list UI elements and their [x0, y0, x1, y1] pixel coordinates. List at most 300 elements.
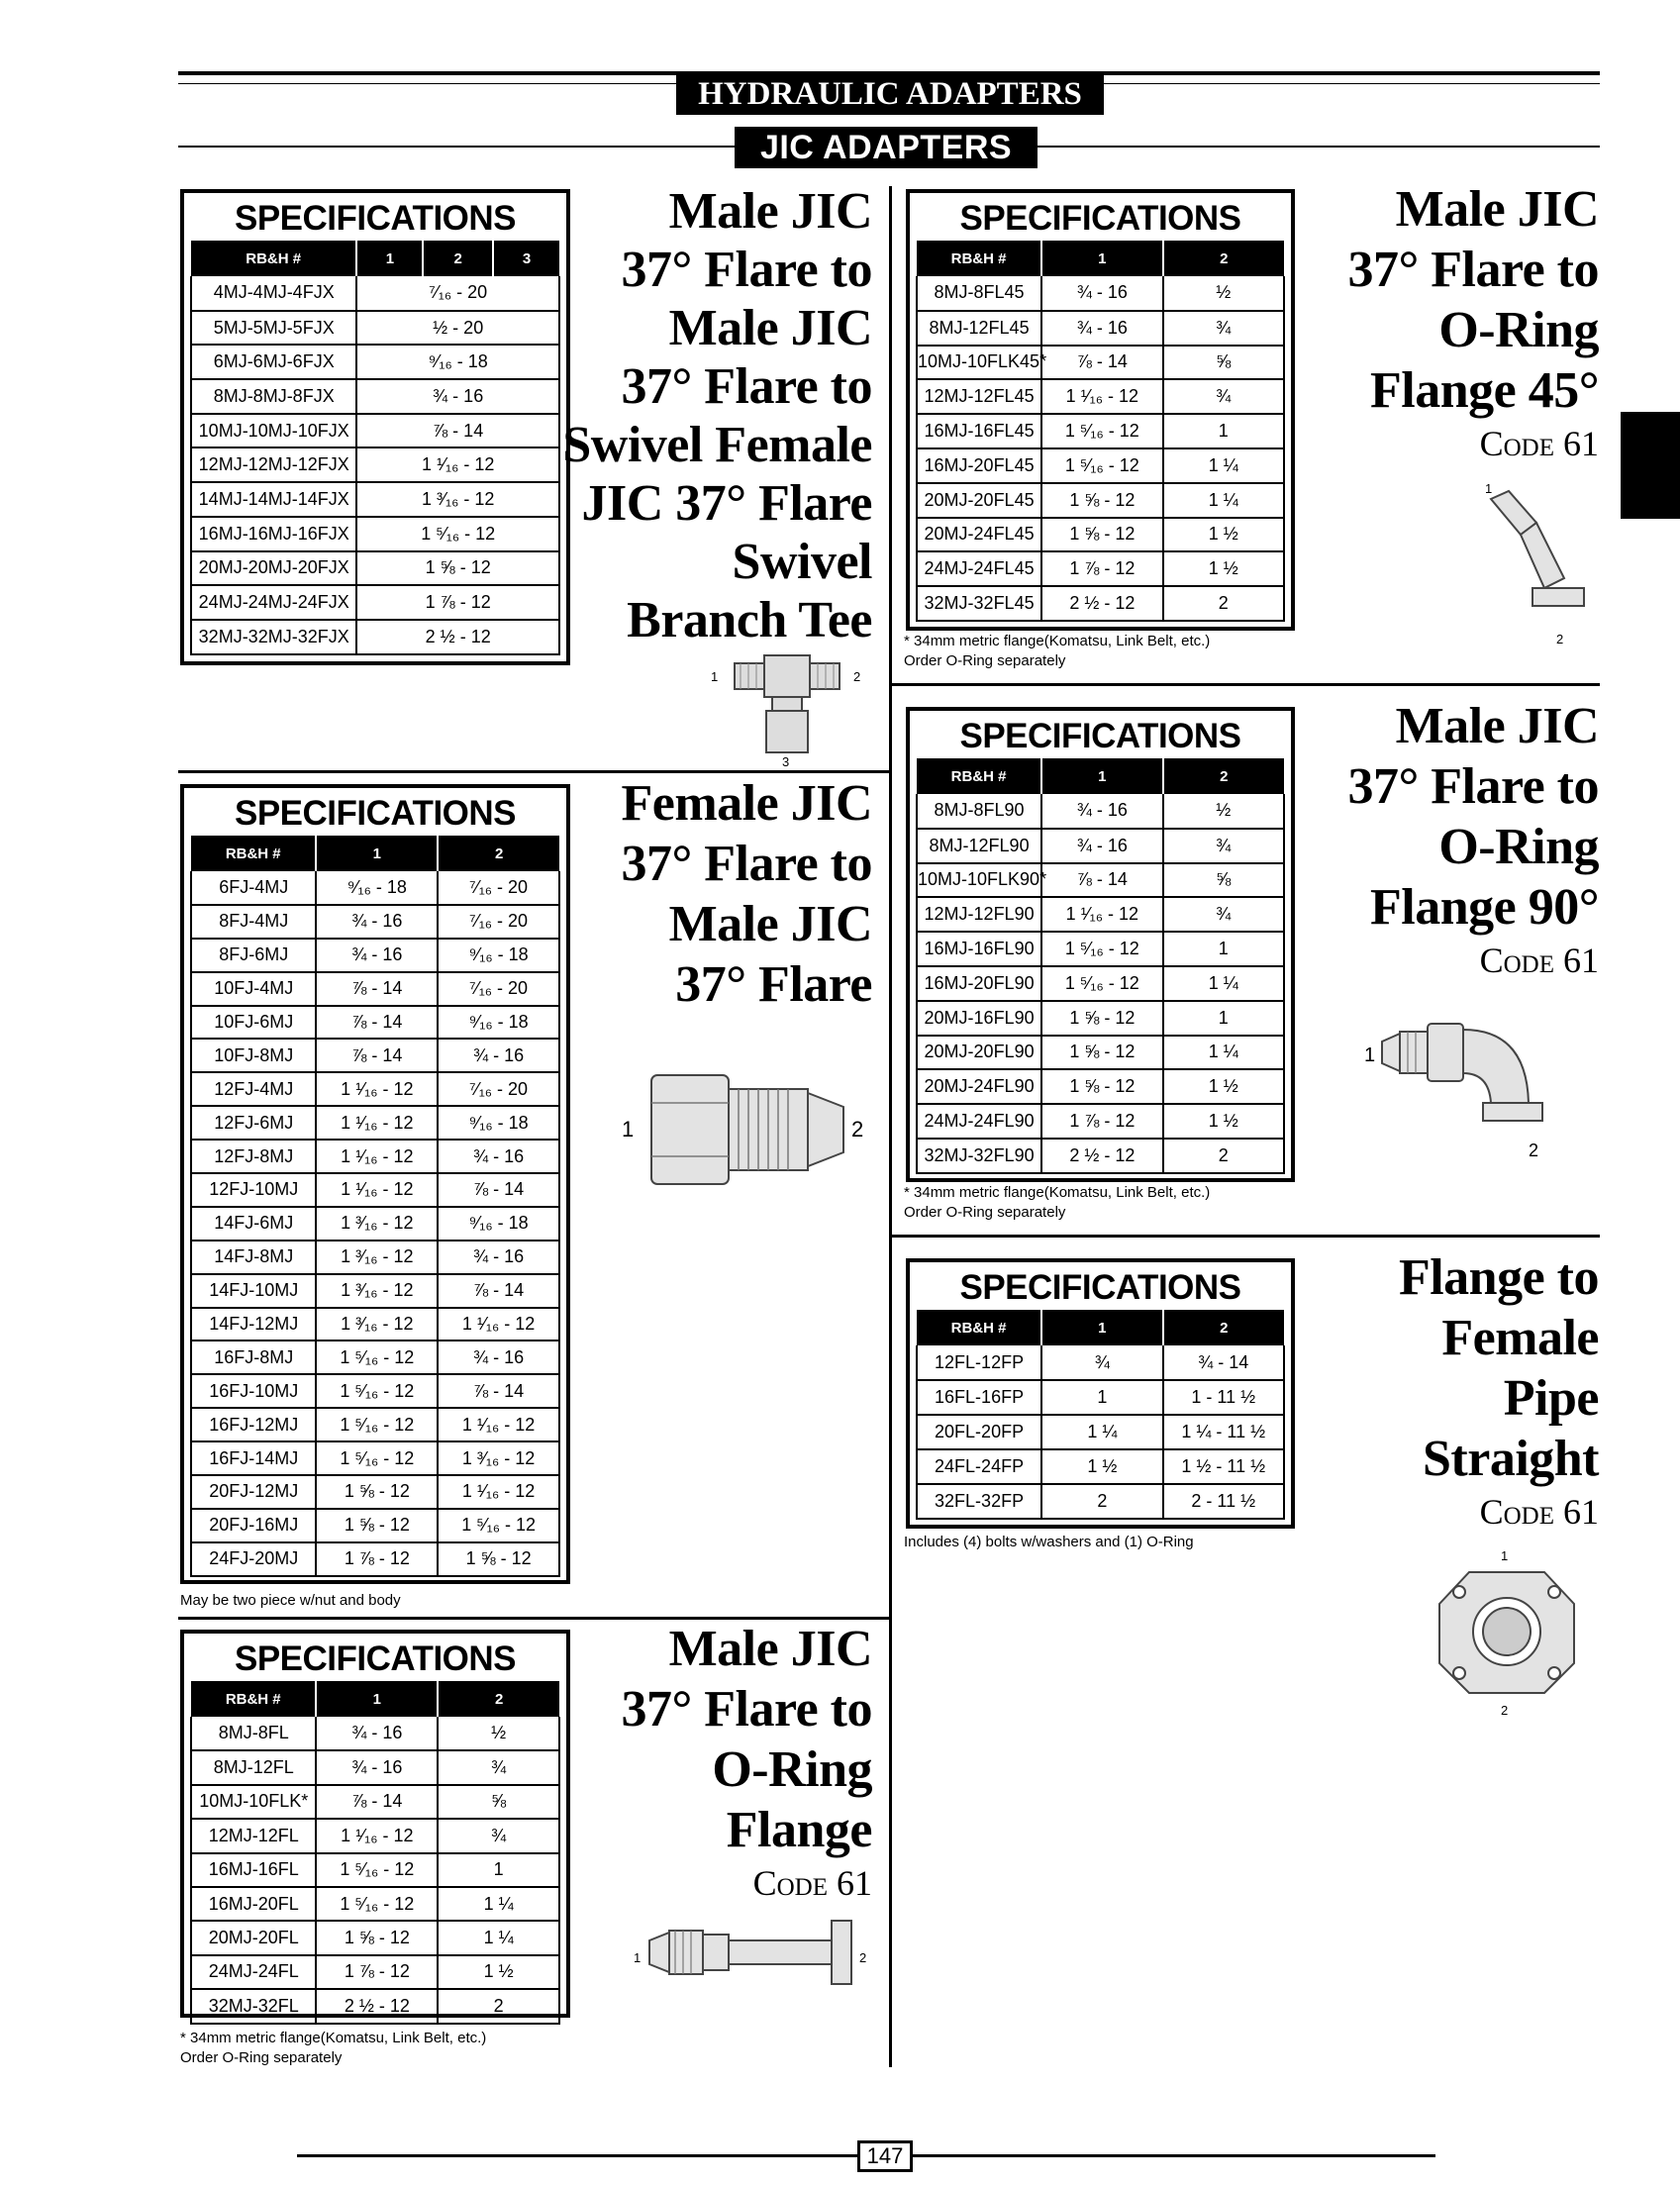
spec-cell: 1 ³⁄₁₆ - 12: [438, 1441, 559, 1475]
spec-cell: ¾ - 16: [438, 1241, 559, 1274]
spec-cell: 2: [438, 1989, 559, 2023]
part-number-cell: 8MJ-12FL: [191, 1750, 316, 1784]
diagram-label: 1: [1501, 1548, 1509, 1563]
diagram-label: 2: [859, 1950, 867, 1965]
spec-cell: ⁹⁄₁₆ - 18: [438, 939, 559, 972]
table-row: [191, 1441, 559, 1475]
spec-cell: 1 - 11 ½: [1163, 1380, 1284, 1415]
part-number-cell: 20MJ-20FL: [191, 1921, 316, 1954]
spec-title: SPECIFICATIONS: [234, 1639, 517, 1678]
spec-cell: 1 ½: [1041, 1449, 1162, 1484]
part-number-cell: 20MJ-24FL45: [917, 518, 1041, 552]
spec-cell: 1 ⅞ - 12: [356, 585, 559, 620]
spec-cell: ¾: [1163, 829, 1284, 863]
table-row: [917, 932, 1284, 966]
spec-cell: 1: [1163, 414, 1284, 448]
title-flange-pipe: [1272, 1249, 1599, 1532]
table-row: [191, 1853, 559, 1887]
col-header: 2: [1163, 1310, 1284, 1345]
spec-cell: ¾ - 16: [438, 1140, 559, 1173]
spec-cell: 1 ¼: [1041, 1415, 1162, 1449]
part-number-cell: 12MJ-12FL45: [917, 379, 1041, 414]
col-header: 2: [1163, 241, 1284, 276]
spec-cell: ⁹⁄₁₆ - 18: [356, 345, 559, 379]
spec-table-branch-tee: [190, 241, 560, 655]
table-row: [191, 517, 559, 551]
spec-cell: ⅞ - 14: [1041, 863, 1162, 898]
table-row: [191, 1106, 559, 1140]
section-tab: [1621, 412, 1680, 519]
table-row: [191, 1717, 559, 1750]
spec-cell: 1 ½: [1163, 551, 1284, 586]
table-row: [191, 1989, 559, 2023]
col-header: 1: [356, 241, 423, 276]
diagram-label: 3: [782, 754, 790, 769]
part-number-cell: 10MJ-10MJ-10FJX: [191, 414, 356, 448]
spec-cell: ⁷⁄₁₆ - 20: [438, 905, 559, 939]
table-row: [191, 939, 559, 972]
part-number-cell: 32FL-32FP: [917, 1484, 1041, 1519]
spec-cell: 2: [1041, 1484, 1162, 1519]
part-number-cell: 12MJ-12FL90: [917, 897, 1041, 932]
spec-cell: 1 ⁵⁄₁₆ - 12: [356, 517, 559, 551]
table-row: [191, 1274, 559, 1308]
title-line: Branch Tee: [627, 592, 872, 648]
title-line: Swivel: [732, 534, 872, 590]
table-row: [191, 1887, 559, 1921]
part-number-cell: 20MJ-20FL45: [917, 483, 1041, 518]
spec-cell: ⅞ - 14: [356, 414, 559, 448]
table-row: [191, 1140, 559, 1173]
title-line: O-Ring: [712, 1741, 872, 1798]
spec-cell: 1 ⁵⁄₁₆ - 12: [316, 1853, 438, 1887]
spec-cell: ¾ - 16: [1041, 276, 1162, 311]
header-title: HYDRAULIC ADAPTERS: [676, 73, 1104, 115]
title-line: JIC 37° Flare: [581, 475, 872, 532]
table-row: [917, 794, 1284, 829]
code-label: Code 61: [1479, 941, 1599, 980]
spec-table-flange90: [916, 758, 1285, 1174]
part-number-cell: 20MJ-20FL90: [917, 1036, 1041, 1070]
table-row: [191, 311, 559, 346]
part-number-cell: 16FL-16FP: [917, 1380, 1041, 1415]
note-line: * 34mm metric flange(Komatsu, Link Belt, etc.): [180, 2030, 487, 2046]
diagram-label: 2: [1529, 1141, 1539, 1160]
spec-cell: ⁷⁄₁₆ - 20: [438, 1072, 559, 1106]
title-line: Flange: [726, 1802, 872, 1858]
spec-cell: 1 ⅞ - 12: [1041, 551, 1162, 586]
spec-cell: 1 ⅝ - 12: [1041, 518, 1162, 552]
table-row: [191, 447, 559, 482]
spec-cell: 1 ¹⁄₁₆ - 12: [438, 1408, 559, 1441]
title-line: 37° Flare to: [1347, 758, 1599, 815]
code-label: Code 61: [1479, 1492, 1599, 1532]
title-flange45: [1272, 181, 1599, 463]
spec-box-flange90: [906, 707, 1295, 1182]
spec-cell: 1 ¹⁄₁₆ - 12: [316, 1173, 438, 1207]
spec-cell: 1 ⅝ - 12: [1041, 1001, 1162, 1036]
title-line: Flange 90°: [1369, 879, 1599, 936]
table-row: [191, 1006, 559, 1040]
table-row: [917, 1139, 1284, 1173]
title-line: Straight: [1423, 1431, 1599, 1487]
spec-cell: 1 ½: [1163, 1069, 1284, 1104]
part-number-cell: 24FJ-20MJ: [191, 1542, 316, 1576]
table-row: [917, 1069, 1284, 1104]
spec-cell: 1 ½ - 11 ½: [1163, 1449, 1284, 1484]
table-row: [191, 1241, 559, 1274]
spec-cell: ½ - 20: [356, 311, 559, 346]
spec-table-flange-pipe: [916, 1310, 1285, 1520]
spec-cell: 1 ¹⁄₁₆ - 12: [316, 1819, 438, 1852]
part-number-cell: 20MJ-16FL90: [917, 1001, 1041, 1036]
part-number-cell: 10FJ-6MJ: [191, 1006, 316, 1040]
part-number-cell: 14FJ-8MJ: [191, 1241, 316, 1274]
part-number-cell: 12FL-12FP: [917, 1345, 1041, 1380]
table-row: [191, 1819, 559, 1852]
title-line: Flange 45°: [1369, 362, 1599, 419]
part-number-cell: 12FJ-4MJ: [191, 1072, 316, 1106]
note-line: * 34mm metric flange(Komatsu, Link Belt, etc.): [904, 1184, 1211, 1201]
female-to-male-diagram: [614, 1059, 871, 1208]
table-row: [191, 905, 559, 939]
table-row: [917, 966, 1284, 1001]
part-number-cell: 24MJ-24FL45: [917, 551, 1041, 586]
diagram-label: 1: [622, 1117, 635, 1142]
part-number-cell: 6FJ-4MJ: [191, 871, 316, 905]
spec-cell: ½: [1163, 276, 1284, 311]
spec-box-branch-tee: [180, 189, 570, 665]
table-row: [917, 1484, 1284, 1519]
spec-cell: ⅞ - 14: [316, 1039, 438, 1072]
title-line: 37° Flare to: [621, 358, 872, 415]
table-row: [191, 1408, 559, 1441]
spec-box-female-to-male: [180, 784, 570, 1584]
table-row: [191, 585, 559, 620]
spec-cell: ½: [1163, 794, 1284, 829]
spec-cell: 1 ⅞ - 12: [316, 1542, 438, 1576]
part-number-cell: 20MJ-24FL90: [917, 1069, 1041, 1104]
part-number-cell: 10FJ-8MJ: [191, 1039, 316, 1072]
table-row: [917, 586, 1284, 621]
part-number-cell: 16FJ-8MJ: [191, 1341, 316, 1374]
part-number-cell: 12MJ-12MJ-12FJX: [191, 447, 356, 482]
spec-cell: ¾ - 16: [438, 1039, 559, 1072]
part-number-cell: 8MJ-8FL: [191, 1717, 316, 1750]
col-header: RB&H #: [191, 836, 316, 871]
spec-table-flange45: [916, 241, 1285, 622]
spec-table-female-to-male: [190, 836, 560, 1577]
oring-flange-diagram: [630, 1901, 877, 2010]
part-number-cell: 6MJ-6MJ-6FJX: [191, 345, 356, 379]
part-number-cell: 32MJ-32MJ-32FJX: [191, 620, 356, 654]
col-header: RB&H #: [191, 241, 356, 276]
table-row: [191, 414, 559, 448]
title-line: 37° Flare to: [621, 242, 872, 298]
spec-cell: 2 ½ - 12: [356, 620, 559, 654]
spec-cell: ¾: [1163, 311, 1284, 346]
spec-cell: 1 ⅝ - 12: [438, 1542, 559, 1576]
part-number-cell: 20FJ-12MJ: [191, 1475, 316, 1509]
spec-cell: 1 ⁵⁄₁₆ - 12: [1041, 966, 1162, 1001]
spec-cell: 1 ¹⁄₁₆ - 12: [356, 447, 559, 482]
note-line: Order O-Ring separately: [180, 2049, 343, 2066]
note-flange45: [904, 632, 1210, 671]
col-header: 2: [1163, 758, 1284, 794]
table-row: [191, 379, 559, 414]
part-number-cell: 16MJ-20FL90: [917, 966, 1041, 1001]
code-label: Code 61: [1479, 424, 1599, 463]
spec-cell: 1 ⁵⁄₁₆ - 12: [316, 1374, 438, 1408]
spec-cell: ⅝: [438, 1785, 559, 1819]
right-divider-1: [891, 683, 1600, 686]
note-line: * 34mm metric flange(Komatsu, Link Belt, etc.): [904, 633, 1211, 649]
part-number-cell: 12FJ-8MJ: [191, 1140, 316, 1173]
col-header: RB&H #: [191, 1681, 316, 1717]
diagram-label: 2: [1501, 1703, 1509, 1718]
part-number-cell: 20MJ-20MJ-20FJX: [191, 551, 356, 586]
spec-cell: 1 ⅝ - 12: [1041, 483, 1162, 518]
title-line: Female: [1441, 1310, 1599, 1366]
center-divider: [889, 186, 892, 2067]
note-flange90: [904, 1183, 1210, 1223]
part-number-cell: 14MJ-14MJ-14FJX: [191, 482, 356, 517]
spec-cell: ⅞ - 14: [316, 1006, 438, 1040]
table-row: [191, 551, 559, 586]
part-number-cell: 14FJ-6MJ: [191, 1207, 316, 1241]
header-subtitle: JIC ADAPTERS: [735, 127, 1038, 168]
table-row: [191, 1475, 559, 1509]
spec-cell: 1 ⅝ - 12: [1041, 1036, 1162, 1070]
spec-cell: ⁹⁄₁₆ - 18: [438, 1207, 559, 1241]
table-row: [917, 1345, 1284, 1380]
note-line: Order O-Ring separately: [904, 1204, 1066, 1221]
table-row: [917, 379, 1284, 414]
col-header: 1: [1041, 1310, 1162, 1345]
spec-cell: ⁹⁄₁₆ - 18: [438, 1006, 559, 1040]
left-divider-2: [178, 1617, 890, 1620]
spec-cell: 1 ⅝ - 12: [316, 1921, 438, 1954]
spec-cell: 1 ¼: [1163, 1036, 1284, 1070]
table-row: [191, 345, 559, 379]
part-number-cell: 12MJ-12FL: [191, 1819, 316, 1852]
table-row: [917, 483, 1284, 518]
title-line: Male JIC: [668, 1621, 872, 1677]
spec-cell: ¾ - 16: [1041, 829, 1162, 863]
table-row: [191, 1374, 559, 1408]
spec-table-oring-flange: [190, 1681, 560, 2025]
spec-title: SPECIFICATIONS: [234, 199, 517, 238]
spec-cell: 1 ⁵⁄₁₆ - 12: [438, 1509, 559, 1542]
table-row: [917, 276, 1284, 311]
part-number-cell: 16MJ-20FL: [191, 1887, 316, 1921]
spec-cell: ⅞ - 14: [438, 1274, 559, 1308]
spec-cell: 1 ³⁄₁₆ - 12: [316, 1308, 438, 1341]
spec-cell: ⁷⁄₁₆ - 20: [356, 276, 559, 311]
spec-cell: 1 ½: [438, 1955, 559, 1989]
part-number-cell: 8MJ-12FL90: [917, 829, 1041, 863]
diagram-label: 2: [853, 669, 861, 684]
part-number-cell: 16MJ-16FL: [191, 1853, 316, 1887]
title-line: Flange to: [1398, 1249, 1599, 1306]
table-row: [191, 871, 559, 905]
part-number-cell: 24MJ-24MJ-24FJX: [191, 585, 356, 620]
part-number-cell: 16MJ-16FL90: [917, 932, 1041, 966]
spec-cell: ⁷⁄₁₆ - 20: [438, 871, 559, 905]
table-row: [191, 1750, 559, 1784]
flange-pipe-diagram: [1426, 1544, 1584, 1723]
diagram-label: 2: [851, 1117, 864, 1142]
part-number-cell: 16FJ-10MJ: [191, 1374, 316, 1408]
spec-cell: 1 ⁵⁄₁₆ - 12: [316, 1408, 438, 1441]
part-number-cell: 5MJ-5MJ-5FJX: [191, 311, 356, 346]
spec-cell: 1 ⅞ - 12: [316, 1955, 438, 1989]
spec-cell: ¾: [438, 1819, 559, 1852]
spec-cell: ⁹⁄₁₆ - 18: [316, 871, 438, 905]
spec-cell: ½: [438, 1717, 559, 1750]
left-divider-1: [178, 770, 890, 773]
spec-title: SPECIFICATIONS: [234, 794, 517, 833]
part-number-cell: 16MJ-16MJ-16FJX: [191, 517, 356, 551]
table-row: [191, 1955, 559, 1989]
part-number-cell: 10MJ-10FLK*: [191, 1785, 316, 1819]
title-female-to-male: [555, 775, 872, 1020]
title-line: Female JIC: [621, 775, 872, 832]
col-header: 1: [316, 1681, 438, 1717]
part-number-cell: 10MJ-10FLK45*: [917, 346, 1041, 380]
spec-cell: 1: [1041, 1380, 1162, 1415]
table-row: [917, 1415, 1284, 1449]
table-row: [191, 276, 559, 311]
spec-cell: 1 ¼ - 11 ½: [1163, 1415, 1284, 1449]
spec-cell: 1 ½: [1163, 1104, 1284, 1139]
table-row: [191, 1173, 559, 1207]
part-number-cell: 10FJ-4MJ: [191, 972, 316, 1006]
spec-title: SPECIFICATIONS: [959, 199, 1241, 238]
part-number-cell: 8MJ-12FL45: [917, 311, 1041, 346]
spec-cell: 1 ¹⁄₁₆ - 12: [438, 1475, 559, 1509]
note-line: Order O-Ring separately: [904, 652, 1066, 669]
table-row: [917, 829, 1284, 863]
part-number-cell: 20FL-20FP: [917, 1415, 1041, 1449]
right-divider-2: [891, 1235, 1600, 1238]
part-number-cell: 16FJ-12MJ: [191, 1408, 316, 1441]
spec-cell: ⅞ - 14: [438, 1374, 559, 1408]
table-row: [917, 414, 1284, 448]
note-flange-pipe: Includes (4) bolts w/washers and (1) O-Ring: [904, 1534, 1194, 1550]
spec-cell: 1: [1163, 932, 1284, 966]
table-row: [191, 1509, 559, 1542]
col-header: RB&H #: [917, 758, 1041, 794]
part-number-cell: 8MJ-8MJ-8FJX: [191, 379, 356, 414]
title-line: 37° Flare to: [1347, 242, 1599, 298]
spec-cell: ⅞ - 14: [438, 1173, 559, 1207]
diagram-label: 2: [1556, 632, 1564, 646]
part-number-cell: 32MJ-32FL45: [917, 586, 1041, 621]
spec-cell: ¾ - 16: [356, 379, 559, 414]
col-header: 2: [438, 1681, 559, 1717]
spec-box-flange-pipe: [906, 1258, 1295, 1529]
spec-cell: ¾ - 16: [316, 939, 438, 972]
table-row: [917, 1104, 1284, 1139]
spec-cell: 1 ¼: [438, 1887, 559, 1921]
col-header: 1: [1041, 758, 1162, 794]
branch-tee-diagram: [703, 642, 871, 770]
spec-cell: ⅞ - 14: [316, 1785, 438, 1819]
spec-cell: 1 ⁵⁄₁₆ - 12: [316, 1441, 438, 1475]
title-branch-tee: [555, 183, 872, 653]
spec-cell: 1 ¹⁄₁₆ - 12: [316, 1072, 438, 1106]
spec-cell: 1 ¹⁄₁₆ - 12: [1041, 897, 1162, 932]
part-number-cell: 16MJ-20FL45: [917, 448, 1041, 483]
table-row: [917, 518, 1284, 552]
spec-cell: 1 ¼: [1163, 966, 1284, 1001]
title-line: Male JIC: [668, 896, 872, 952]
spec-cell: 1 ¼: [1163, 483, 1284, 518]
spec-cell: 1 ⅞ - 12: [1041, 1104, 1162, 1139]
table-row: [191, 1785, 559, 1819]
spec-box-flange45: [906, 189, 1295, 631]
diagram-label: 1: [1364, 1044, 1376, 1066]
col-header: 2: [423, 241, 493, 276]
spec-box-oring-flange: [180, 1630, 570, 2018]
spec-cell: 2: [1163, 586, 1284, 621]
table-row: [191, 1039, 559, 1072]
spec-cell: 1 ¹⁄₁₆ - 12: [438, 1308, 559, 1341]
title-line: Pipe: [1503, 1370, 1599, 1427]
spec-cell: ⅝: [1163, 346, 1284, 380]
part-number-cell: 20FJ-16MJ: [191, 1509, 316, 1542]
part-number-cell: 32MJ-32FL: [191, 1989, 316, 2023]
spec-cell: 1: [438, 1853, 559, 1887]
spec-cell: ¾ - 14: [1163, 1345, 1284, 1380]
spec-cell: ¾ - 16: [1041, 311, 1162, 346]
spec-cell: 1 ⅝ - 12: [316, 1475, 438, 1509]
table-row: [917, 346, 1284, 380]
flange45-diagram: [1465, 479, 1594, 647]
table-row: [917, 448, 1284, 483]
table-row: [917, 1449, 1284, 1484]
spec-cell: 1 ¹⁄₁₆ - 12: [316, 1140, 438, 1173]
spec-title: SPECIFICATIONS: [959, 1268, 1241, 1307]
spec-cell: 1 ⁵⁄₁₆ - 12: [1041, 448, 1162, 483]
spec-cell: ⅝: [1163, 863, 1284, 898]
col-header: 1: [1041, 241, 1162, 276]
spec-cell: 1 ³⁄₁₆ - 12: [356, 482, 559, 517]
part-number-cell: 24MJ-24FL90: [917, 1104, 1041, 1139]
table-row: [917, 551, 1284, 586]
title-flange90: [1272, 698, 1599, 980]
table-row: [917, 311, 1284, 346]
spec-cell: 1 ¹⁄₁₆ - 12: [316, 1106, 438, 1140]
part-number-cell: 32MJ-32FL90: [917, 1139, 1041, 1173]
spec-cell: 2 - 11 ½: [1163, 1484, 1284, 1519]
col-header: 1: [316, 836, 438, 871]
part-number-cell: 16FJ-14MJ: [191, 1441, 316, 1475]
part-number-cell: 12FJ-10MJ: [191, 1173, 316, 1207]
spec-cell: 1 ⁵⁄₁₆ - 12: [1041, 932, 1162, 966]
code-label: Code 61: [752, 1863, 872, 1903]
spec-cell: 2 ½ - 12: [1041, 1139, 1162, 1173]
spec-cell: ¾: [1163, 379, 1284, 414]
table-row: [191, 482, 559, 517]
spec-cell: 1 ⁵⁄₁₆ - 12: [1041, 414, 1162, 448]
spec-cell: 1 ½: [1163, 518, 1284, 552]
part-number-cell: 4MJ-4MJ-4FJX: [191, 276, 356, 311]
spec-cell: 1 ⁵⁄₁₆ - 12: [316, 1341, 438, 1374]
title-line: Male JIC: [1395, 698, 1599, 754]
title-line: Male JIC: [668, 183, 872, 240]
